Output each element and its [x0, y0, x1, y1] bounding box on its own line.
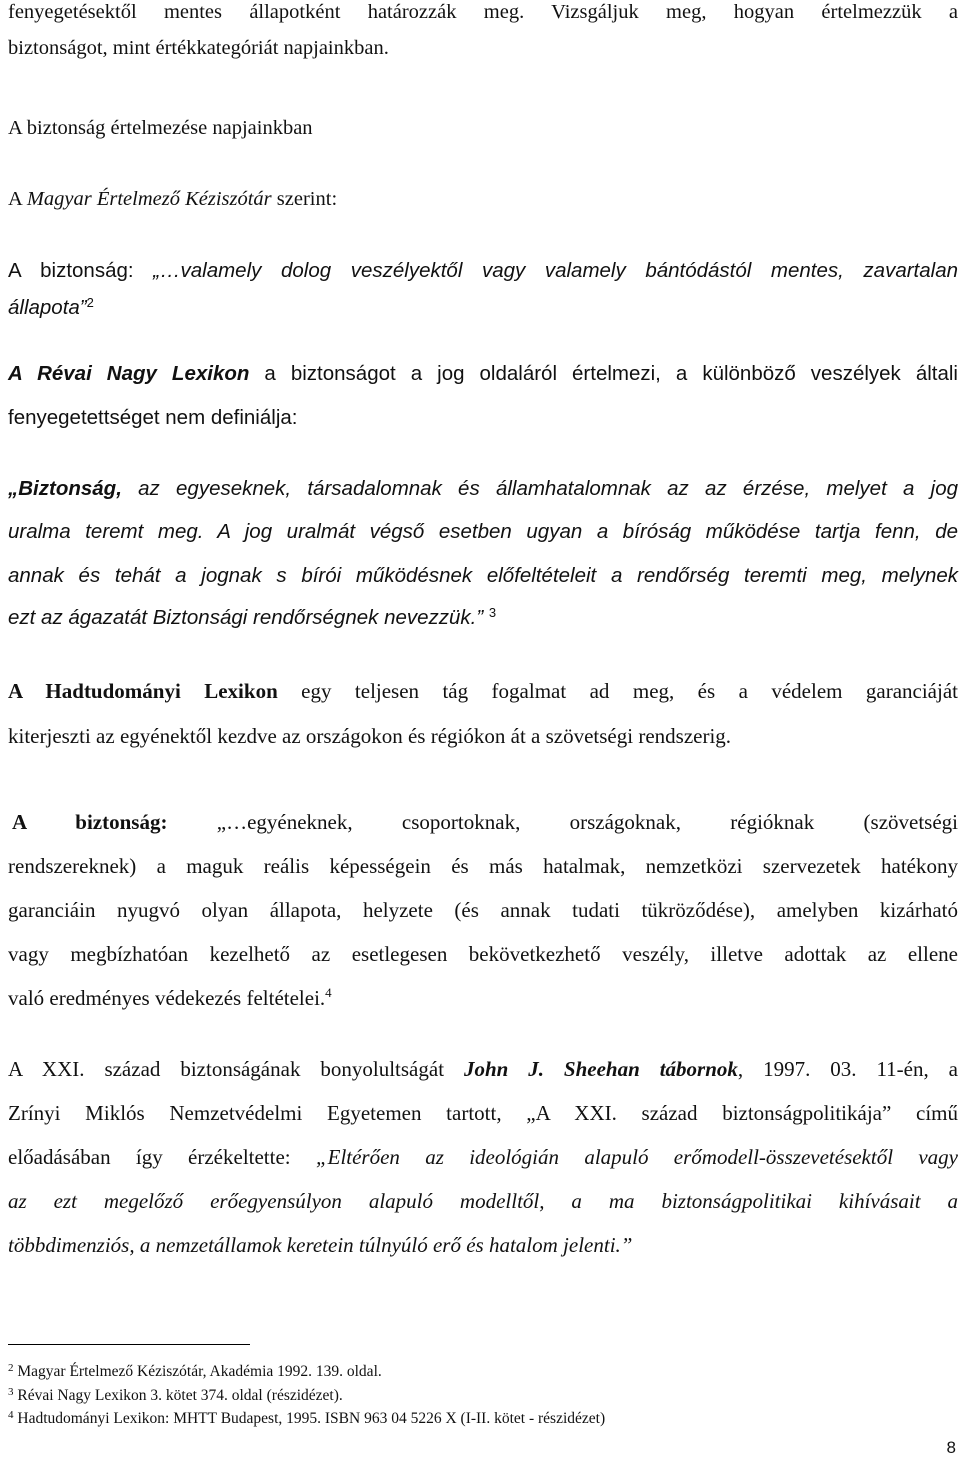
definition-2-label: A biztonság: — [12, 810, 168, 834]
mek-title: Magyar Értelmező Kéziszótár — [26, 188, 272, 210]
quote-line-3 — [8, 562, 958, 590]
definition-2-text-5: való eredményes védekezés feltételei. — [8, 986, 326, 1010]
footnote-4-text: Hadtudományi Lexikon: MHTT Budapest, 1995. ISBN 963 04 5226 X (I-II. kötet - részidézet) — [13, 1410, 606, 1427]
revai-line-1 — [8, 360, 958, 388]
sheehan-text-4: az ezt megelőző erőegyensúlyon alapuló modelltől, a ma biztonságpolitikai kihívásait a — [8, 1189, 958, 1213]
footnote-ref-3: 3 — [488, 605, 497, 620]
page-number: 8 — [946, 1438, 956, 1457]
mek-pre: A — [8, 188, 27, 210]
definition-2-line-5 — [8, 984, 332, 1012]
footnote-2 — [8, 1362, 382, 1382]
definition-2-line-4: vagy megbízhatóan kezelhető az esetlegesen bekövetkezhető veszély, illetve adottak az ellene — [8, 942, 958, 966]
definition-1-line-1 — [8, 257, 958, 285]
definition-1-text-1: „…valamely dolog veszélyektől vagy valamely bántódástól mentes, zavartalan — [153, 259, 958, 282]
definition-2-rest-1: „…egyéneknek, csoportoknak, országoknak, régióknak (szövetségi — [167, 810, 959, 834]
intro-line-1: fenyegetésektől mentes állapotként határozzák meg. Vizsgáljuk meg, hogyan értelmezzük a — [8, 1, 958, 23]
revai-line-2: fenyegetettséget nem definiálja: — [8, 406, 298, 429]
sheehan-l3-pre: előadásában így érzékeltette: — [8, 1145, 316, 1169]
sheehan-l3-italic: „Eltérően az ideológián alapuló erőmodell-összevetésektől vagy — [315, 1145, 958, 1169]
definition-1-text-2: állapota” — [8, 296, 87, 319]
sheehan-text-5: többdimenziós, a nemzetállamok keretein túlnyúló erő és hatalom jelenti.” — [8, 1233, 633, 1257]
quote-line-4 — [8, 604, 496, 632]
definition-2-line-3: garanciáin nyugvó olyan állapota, helyzete (és annak tudati tükröződése), amelyben kizárható — [8, 898, 958, 922]
definition-1-label: A biztonság: — [8, 259, 154, 282]
hadtud-line-1 — [8, 677, 958, 705]
definition-2-line-2: rendszereknek) a maguk reális képességein és más hatalmak, nemzetközi szervezetek hatékony — [8, 854, 958, 878]
footnote-ref-4: 4 — [325, 985, 332, 1000]
footnote-separator — [8, 1344, 250, 1345]
footnote-2-text: Magyar Értelmező Kéziszótár, Akadémia 1992. 139. oldal. — [13, 1363, 382, 1380]
footnote-4-number: 4 — [8, 1409, 14, 1421]
quote-text-4: ezt az ágazatát Biztonsági rendőrségnek nevezzük.” — [8, 606, 484, 629]
quote-rest-1: az egyeseknek, társadalomnak és államhatalomnak az az érzése, melyet a jog — [121, 477, 958, 500]
revai-title: A Révai Nagy Lexikon — [8, 362, 250, 385]
intro-line-2: biztonságot, mint értékkategóriát napjainkban. — [8, 37, 389, 59]
hadtud-line-2: kiterjeszti az egyénektől kezdve az országokon és régiókon át a szövetségi rendszerig. — [8, 724, 732, 748]
section-heading: A biztonság értelmezése napjainkban — [8, 117, 313, 139]
sheehan-name: John J. Sheehan tábornok — [463, 1057, 738, 1081]
sheehan-line-1 — [8, 1055, 958, 1083]
footnote-ref-2: 2 — [86, 295, 94, 310]
quote-line-1 — [8, 475, 958, 503]
footnote-4 — [8, 1409, 605, 1429]
sheehan-pre: A XXI. század biztonságának bonyolultságát — [8, 1057, 464, 1081]
definition-2-line-1 — [12, 808, 958, 836]
definition-1-line-2 — [8, 294, 94, 322]
hadtud-rest-1: egy teljesen tág fogalmat ad meg, és a védelem garanciáját — [277, 679, 958, 703]
sheehan-line-2: Zrínyi Miklós Nemzetvédelmi Egyetemen tartott, „A XXI. század biztonságpolitikája” című — [8, 1101, 958, 1125]
mek-line — [8, 185, 337, 213]
sheehan-line-3 — [8, 1143, 958, 1171]
sheehan-line-5 — [8, 1231, 632, 1259]
hadtud-title: A Hadtudományi Lexikon — [8, 679, 278, 703]
quote-open: „Biztonság, — [8, 477, 122, 500]
footnote-3-number: 3 — [8, 1386, 14, 1398]
revai-rest-1: a biztonságot a jog oldaláról értelmezi, a különböző veszélyek általi — [249, 362, 958, 385]
mek-post: szerint: — [271, 188, 338, 210]
footnote-2-number: 2 — [8, 1362, 14, 1374]
quote-line-2 — [8, 518, 958, 546]
quote-text-3: annak és tehát a jognak s bírói működésnek előfeltételeit a rendőrség teremti meg, melynek — [8, 564, 958, 587]
sheehan-line-4 — [8, 1187, 958, 1215]
quote-text-2: uralma teremt meg. A jog uralmát végső esetben ugyan a bíróság működése tartja fenn, de — [8, 520, 958, 543]
sheehan-post: , 1997. 03. 11-én, a — [737, 1057, 958, 1081]
footnote-3 — [8, 1386, 343, 1406]
footnote-3-text: Révai Nagy Lexikon 3. kötet 374. oldal (részidézet). — [13, 1387, 343, 1404]
